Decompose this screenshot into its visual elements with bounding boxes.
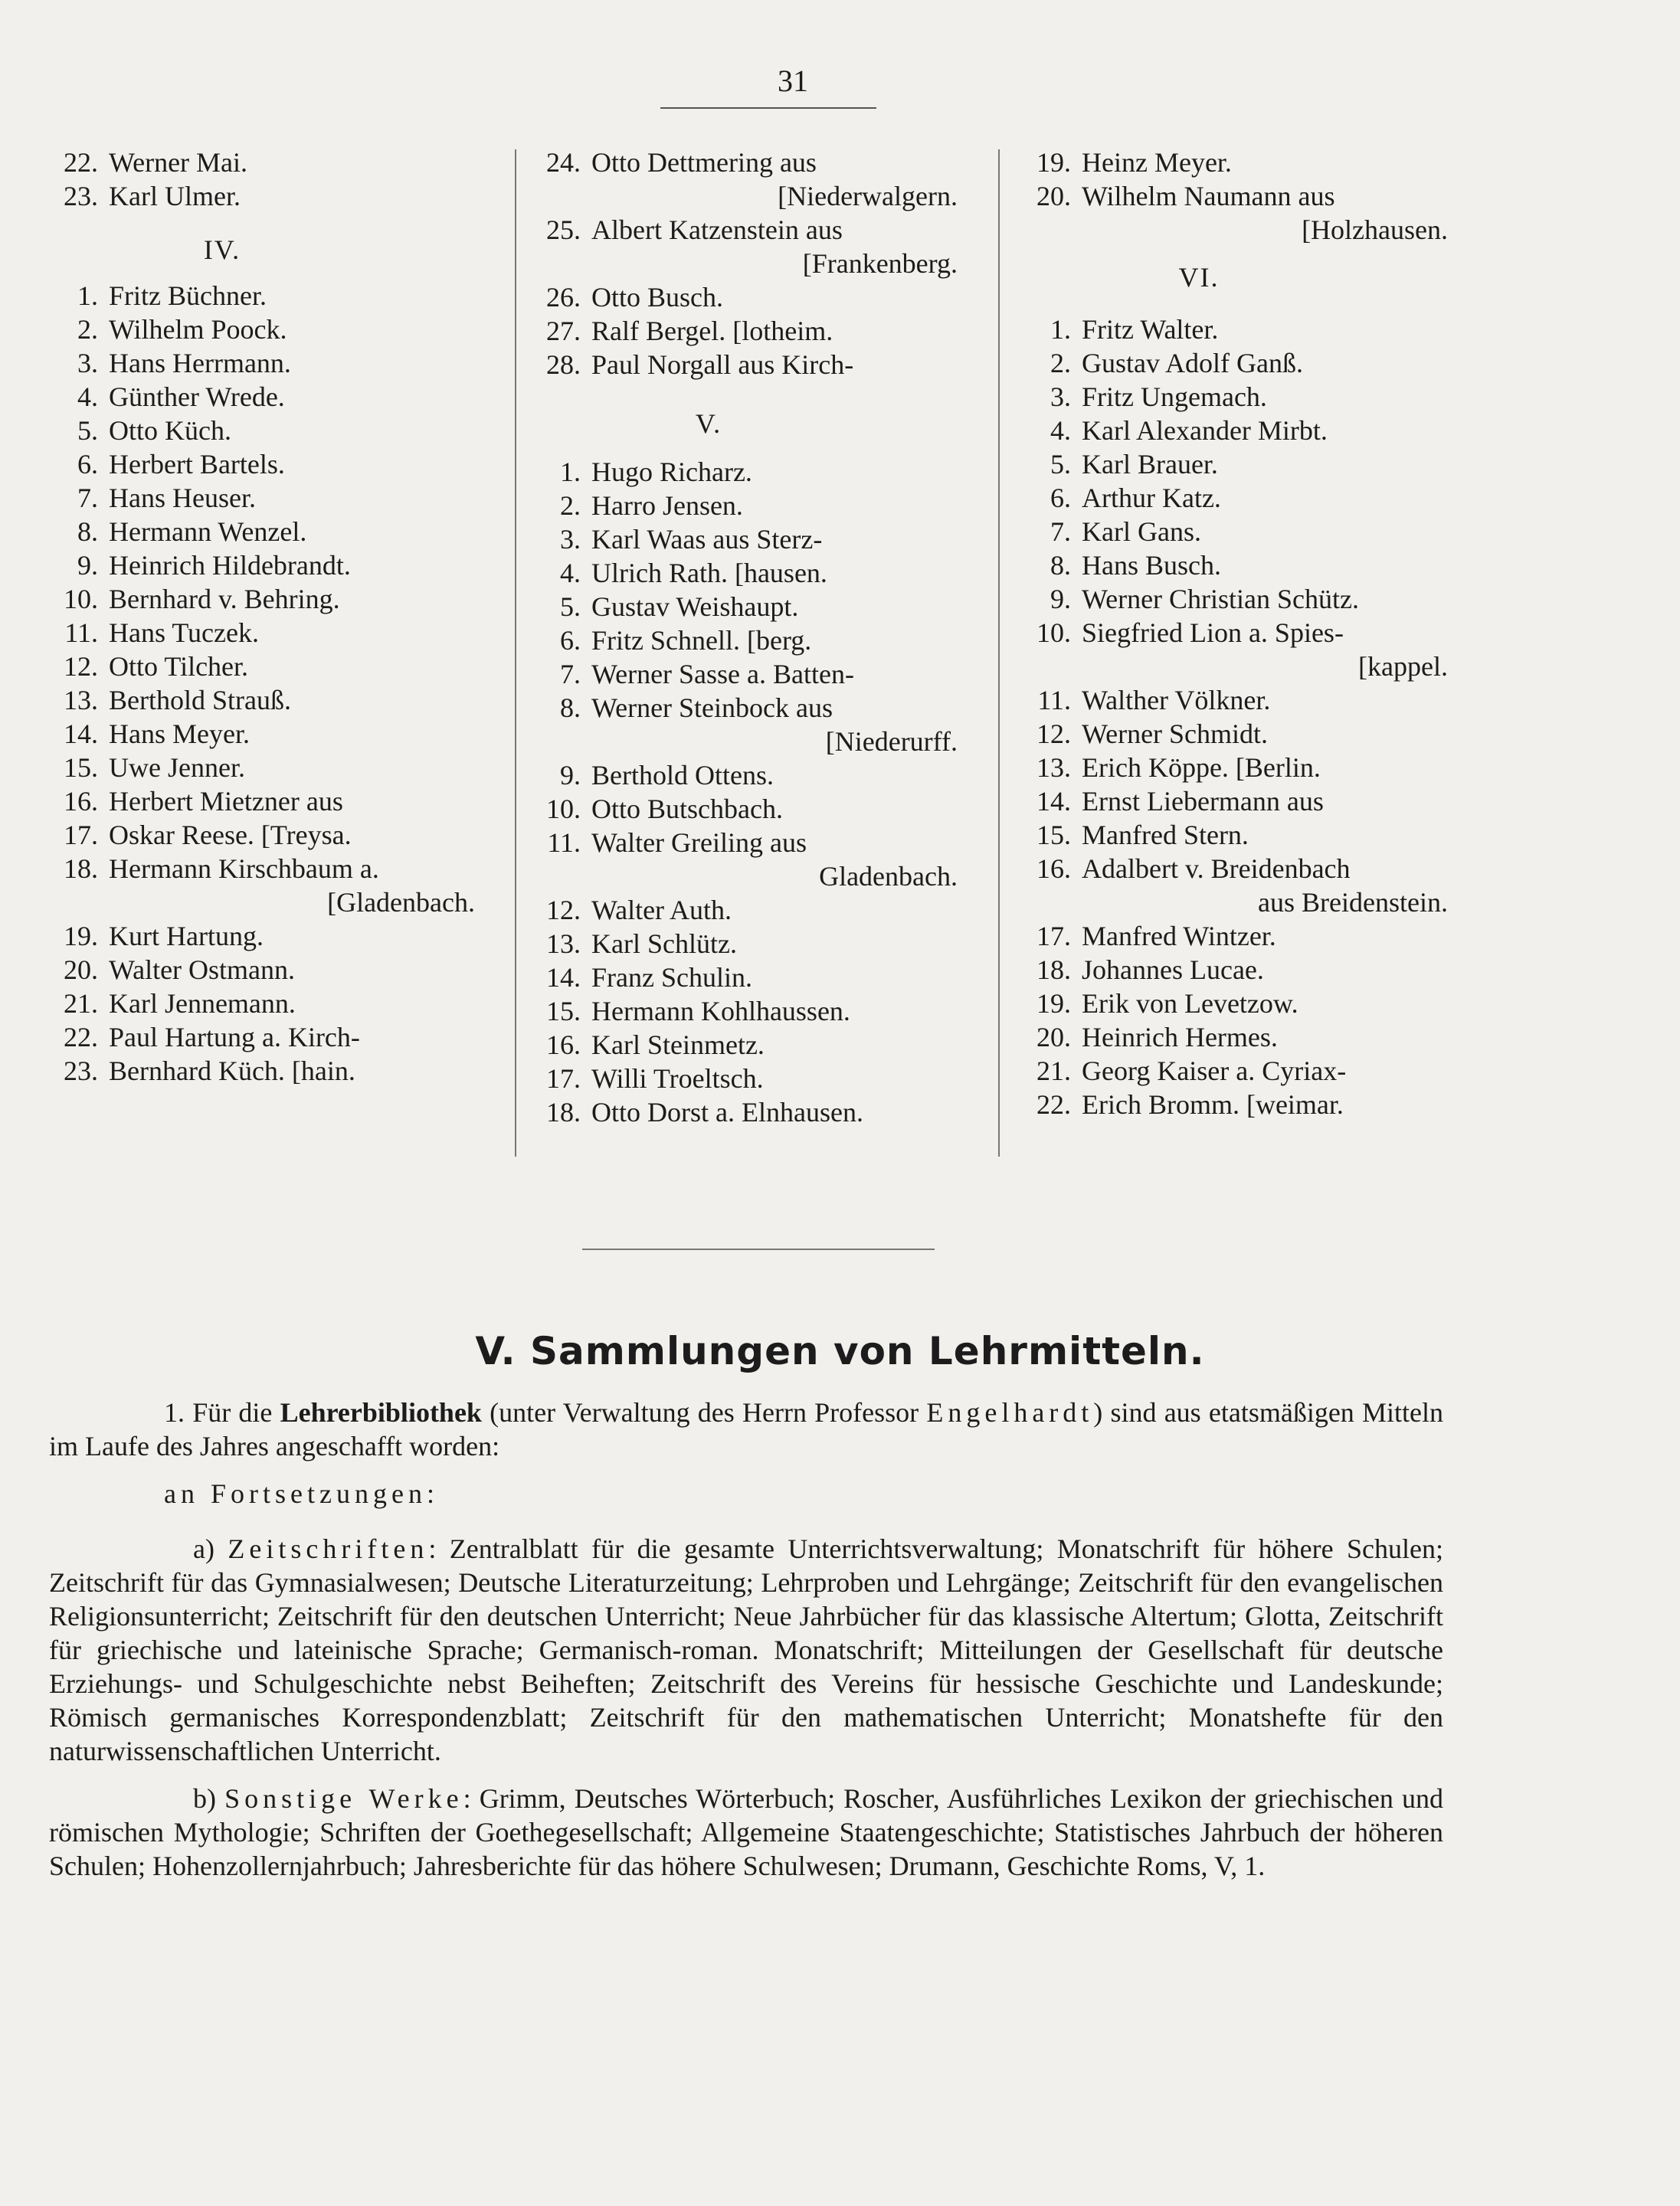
- list-item-name: Hans Tuczek.: [109, 617, 259, 648]
- student-list-column-3: [1027, 146, 1456, 1121]
- list-item-number: 9.: [1050, 584, 1071, 614]
- list-item: [1027, 616, 1456, 650]
- list-item-number: 12.: [546, 895, 581, 925]
- list-item-number: 5.: [1050, 449, 1071, 479]
- list-item-name: Karl Schlütz.: [591, 928, 737, 959]
- list-item: [536, 556, 965, 590]
- list-item-name: Erich Köppe. [Berlin.: [1082, 752, 1321, 783]
- list-item: [1027, 852, 1456, 885]
- list-item-name: Ulrich Rath. [hausen.: [591, 558, 827, 588]
- list-item-number: 20.: [64, 954, 98, 985]
- list-item-name: Karl Waas aus Sterz-: [591, 524, 823, 555]
- list-item-number: 21.: [64, 988, 98, 1019]
- list-item-name: Paul Hartung a. Kirch-: [109, 1022, 360, 1052]
- intro-paragraph: [49, 1396, 1443, 1463]
- list-item: [1027, 1020, 1456, 1054]
- list-item: [1027, 380, 1456, 414]
- list-item: [54, 987, 483, 1020]
- list-item-name: Otto Busch.: [591, 282, 724, 313]
- list-item-number: 1.: [1050, 314, 1071, 345]
- student-list-column-2: [536, 146, 965, 1129]
- paragraph-b: [49, 1782, 1443, 1883]
- section-title: V. Sammlungen von Lehrmitteln.: [475, 1329, 1205, 1373]
- list-item-number: 20.: [1036, 1022, 1071, 1052]
- list-item-name: Hans Busch.: [1082, 550, 1221, 581]
- list-item-number: 10.: [1036, 617, 1071, 648]
- list-item-number: 2.: [1050, 348, 1071, 378]
- list-item-name: Hans Herrmann.: [109, 348, 291, 378]
- list-item: [536, 1062, 965, 1095]
- list-item-name: Franz Schulin.: [591, 962, 752, 993]
- list-item: [536, 455, 965, 489]
- list-item-name: Werner Schmidt.: [1082, 718, 1269, 749]
- list-item-continuation: [Holzhausen.: [1302, 214, 1448, 245]
- list-item-number: 1.: [560, 457, 581, 487]
- list-item-number: 17.: [1036, 921, 1071, 951]
- list-item-continuation: Gladenbach.: [819, 861, 958, 892]
- list-item-number: 11.: [547, 827, 581, 858]
- list-item: [54, 582, 483, 616]
- list-item-number: 7.: [560, 659, 581, 689]
- list-item: [1027, 818, 1456, 852]
- list-item-name: Willi Troeltsch.: [591, 1063, 764, 1094]
- paragraph-b-heading: Sonstige Werke: [224, 1783, 463, 1814]
- list-item-name: Hugo Richarz.: [591, 457, 752, 487]
- library-name: Lehrerbibliothek: [280, 1397, 482, 1428]
- list-item-continuation: [Niederwalgern.: [778, 181, 958, 211]
- list-item: [1027, 481, 1456, 515]
- list-item: [54, 683, 483, 717]
- list-item: [1027, 1054, 1456, 1088]
- list-item-name: Herbert Mietzner aus: [109, 786, 343, 817]
- list-item: [536, 590, 965, 624]
- list-item: [536, 826, 965, 859]
- list-item-number: 1.: [77, 280, 98, 311]
- list-item-number: 13.: [64, 685, 98, 715]
- list-item: [1027, 548, 1456, 582]
- list-item-name: Erik von Levetzow.: [1082, 988, 1298, 1019]
- list-item-number: 4.: [1050, 415, 1071, 446]
- list-item: [54, 179, 483, 213]
- list-item: [1027, 346, 1456, 380]
- list-item: [54, 852, 483, 885]
- list-item-number: 26.: [546, 282, 581, 313]
- list-item-name: Werner Christian Schütz.: [1082, 584, 1360, 614]
- list-item: [1027, 919, 1456, 953]
- list-item-name: Gustav Adolf Ganß.: [1082, 348, 1303, 378]
- list-item-number: 11.: [1037, 685, 1071, 715]
- list-item-name: Paul Norgall aus Kirch-: [591, 349, 854, 380]
- list-item-number: 2.: [560, 490, 581, 521]
- page-number-rule: [660, 107, 876, 109]
- list-item: [1027, 313, 1456, 346]
- list-item-name: Heinrich Hildebrandt.: [109, 550, 351, 581]
- list-item-name: Karl Jennemann.: [109, 988, 296, 1019]
- list-item-name: Fritz Büchner.: [109, 280, 267, 311]
- list-item: [54, 784, 483, 818]
- professor-name: Engelhardt: [926, 1397, 1094, 1428]
- list-item-name: Karl Brauer.: [1082, 449, 1218, 479]
- list-item-name: Otto Tilcher.: [109, 651, 249, 682]
- list-item-number: 8.: [77, 516, 98, 547]
- list-item: [536, 961, 965, 994]
- list-item-number: 19.: [1036, 147, 1071, 178]
- list-item-name: Manfred Stern.: [1082, 820, 1249, 850]
- list-item-name: Hermann Kohlhaussen.: [591, 996, 850, 1026]
- intro-middle: (unter Verwaltung des Herrn Professor: [481, 1397, 927, 1428]
- list-item-name: Fritz Schnell. [berg.: [591, 625, 812, 656]
- list-item-name: Bernhard Küch. [hain.: [109, 1056, 355, 1086]
- list-item-name: Walter Ostmann.: [109, 954, 296, 985]
- intro-prefix: 1. Für die: [164, 1397, 280, 1428]
- list-item: [536, 314, 965, 348]
- column-divider: [998, 149, 1000, 1157]
- list-item: [54, 414, 483, 447]
- list-item-number: 14.: [546, 962, 581, 993]
- paragraph-a: [49, 1532, 1443, 1768]
- list-item-number: 8.: [560, 692, 581, 723]
- list-item-name: Otto Küch.: [109, 415, 231, 446]
- list-item: [1027, 1088, 1456, 1121]
- list-item: [536, 489, 965, 522]
- list-item: [536, 146, 965, 179]
- list-item-number: 12.: [64, 651, 98, 682]
- list-item: [536, 522, 965, 556]
- list-item-number: 18.: [1036, 954, 1071, 985]
- list-item-name: Fritz Ungemach.: [1082, 381, 1267, 412]
- list-item: [1027, 784, 1456, 818]
- list-item-number: 15.: [546, 996, 581, 1026]
- paragraph-b-text: : Grimm, Deutsches Wörterbuch; Roscher, Ausführliches Lexikon der griechischen und römischen Mythologie; Schriften der Goethegesellschaft; Allgemeine Staatengeschichte; Statistisches Jahrbuch der höheren Schulen; Hohenzollernjahrbuch; Jahresberichte für das höhere Schulwesen; Drumann, Geschichte Roms, V, 1.: [49, 1783, 1443, 1881]
- list-item-name: Wilhelm Poock.: [109, 314, 287, 345]
- list-item-number: 25.: [546, 214, 581, 245]
- list-item-name: Arthur Katz.: [1082, 483, 1221, 513]
- list-item-name: Wilhelm Naumann aus: [1082, 181, 1335, 211]
- list-item-name: Hermann Wenzel.: [109, 516, 307, 547]
- list-item: [54, 515, 483, 548]
- list-item-name: Kurt Hartung.: [109, 921, 264, 951]
- section-divider: [582, 1249, 935, 1250]
- subheading: an Fortsetzungen:: [164, 1478, 439, 1509]
- class-heading: IV.: [203, 234, 241, 265]
- list-item: [1027, 987, 1456, 1020]
- list-item-number: 10.: [546, 794, 581, 824]
- list-item-number: 11.: [64, 617, 98, 648]
- list-item: [1027, 146, 1456, 179]
- list-item-name: Karl Steinmetz.: [591, 1029, 765, 1060]
- list-item-name: Berthold Strauß.: [109, 685, 291, 715]
- paragraph-a-label: a): [193, 1533, 228, 1564]
- list-item-number: 3.: [77, 348, 98, 378]
- list-item: [54, 346, 483, 380]
- list-item: [536, 213, 965, 247]
- list-item-name: Fritz Walter.: [1082, 314, 1219, 345]
- list-item: [536, 994, 965, 1028]
- list-item-number: 10.: [64, 584, 98, 614]
- list-item: [54, 818, 483, 852]
- list-item: [1027, 414, 1456, 447]
- list-item: [54, 919, 483, 953]
- list-item: [1027, 751, 1456, 784]
- list-item-number: 18.: [546, 1097, 581, 1128]
- list-item: [536, 893, 965, 927]
- list-item-number: 28.: [546, 349, 581, 380]
- list-item-name: Albert Katzenstein aus: [591, 214, 843, 245]
- section-body: [49, 1396, 1443, 1883]
- list-item-continuation: aus Breidenstein.: [1258, 887, 1448, 918]
- list-item-number: 4.: [77, 381, 98, 412]
- list-item-name: Heinz Meyer.: [1082, 147, 1232, 178]
- list-item: [1027, 953, 1456, 987]
- list-item-number: 13.: [546, 928, 581, 959]
- list-item-number: 3.: [560, 524, 581, 555]
- list-item-number: 6.: [1050, 483, 1071, 513]
- list-item-number: 22.: [1036, 1089, 1071, 1120]
- list-item: [54, 953, 483, 987]
- list-item-name: Werner Mai.: [109, 147, 248, 178]
- list-item-name: Otto Dettmering aus: [591, 147, 817, 178]
- list-item: [54, 1054, 483, 1088]
- list-item-number: 21.: [1036, 1056, 1071, 1086]
- list-item-name: Hans Meyer.: [109, 718, 250, 749]
- list-item-name: Otto Butschbach.: [591, 794, 783, 824]
- list-item-name: Herbert Bartels.: [109, 449, 285, 479]
- list-item-number: 3.: [1050, 381, 1071, 412]
- list-item-name: Ernst Liebermann aus: [1082, 786, 1324, 817]
- list-item-name: Siegfried Lion a. Spies-: [1082, 617, 1344, 648]
- list-item: [536, 348, 965, 381]
- list-item: [54, 380, 483, 414]
- list-item-number: 22.: [64, 1022, 98, 1052]
- list-item-number: 2.: [77, 314, 98, 345]
- list-item: [536, 927, 965, 961]
- list-item: [1027, 683, 1456, 717]
- list-item-number: 23.: [64, 1056, 98, 1086]
- list-item: [536, 1028, 965, 1062]
- list-item-number: 16.: [1036, 853, 1071, 884]
- page-number: 31: [778, 64, 808, 98]
- list-item-number: 19.: [1036, 988, 1071, 1019]
- list-item-number: 6.: [77, 449, 98, 479]
- list-item-name: Karl Alexander Mirbt.: [1082, 415, 1328, 446]
- list-item-name: Berthold Ottens.: [591, 760, 774, 790]
- list-item-number: 16.: [64, 786, 98, 817]
- list-item-name: Bernhard v. Behring.: [109, 584, 340, 614]
- list-item: [536, 691, 965, 725]
- list-item: [54, 717, 483, 751]
- paragraph-b-label: b): [193, 1783, 225, 1814]
- list-item-number: 19.: [64, 921, 98, 951]
- list-item-name: Walther Völkner.: [1082, 685, 1271, 715]
- list-item-number: 22.: [64, 147, 98, 178]
- list-item-continuation: [Gladenbach.: [327, 887, 475, 918]
- class-heading: VI.: [1178, 262, 1220, 293]
- list-item-number: 7.: [77, 483, 98, 513]
- list-item-name: Georg Kaiser a. Cyriax-: [1082, 1056, 1347, 1086]
- list-item-name: Uwe Jenner.: [109, 752, 245, 783]
- list-item-name: Karl Ulmer.: [109, 181, 241, 211]
- list-item: [536, 657, 965, 691]
- list-item: [54, 650, 483, 683]
- list-item-name: Karl Gans.: [1082, 516, 1201, 547]
- list-item-name: Günther Wrede.: [109, 381, 285, 412]
- list-item: [536, 792, 965, 826]
- list-item-number: 20.: [1036, 181, 1071, 211]
- list-item-number: 4.: [560, 558, 581, 588]
- list-item: [536, 624, 965, 657]
- list-item-number: 13.: [1036, 752, 1071, 783]
- list-item-name: Hermann Kirschbaum a.: [109, 853, 379, 884]
- list-item: [1027, 717, 1456, 751]
- class-heading: V.: [695, 408, 722, 439]
- list-item-number: 5.: [77, 415, 98, 446]
- intro-suffix: ) sind aus etatsmäßigen Mitteln im Laufe des Jahres angeschafft worden:: [49, 1397, 1444, 1461]
- list-item-number: 15.: [1036, 820, 1071, 850]
- list-item: [536, 1095, 965, 1129]
- list-item-number: 14.: [64, 718, 98, 749]
- list-item: [1027, 582, 1456, 616]
- list-item-name: Walter Greiling aus: [591, 827, 807, 858]
- paragraph-a-heading: Zeitschriften: [228, 1533, 429, 1564]
- list-item-number: 12.: [1036, 718, 1071, 749]
- list-item-name: Gustav Weishaupt.: [591, 591, 799, 622]
- list-item-number: 23.: [64, 181, 98, 211]
- list-item-number: 6.: [560, 625, 581, 656]
- student-list-column-1: [54, 146, 483, 1088]
- list-item-name: Hans Heuser.: [109, 483, 256, 513]
- list-item: [536, 280, 965, 314]
- list-item: [536, 758, 965, 792]
- list-item-name: Ralf Bergel. [lotheim.: [591, 316, 833, 346]
- list-item-name: Harro Jensen.: [591, 490, 743, 521]
- list-item-name: Erich Bromm. [weimar.: [1082, 1089, 1344, 1120]
- list-item: [1027, 515, 1456, 548]
- list-item-number: 17.: [64, 820, 98, 850]
- list-item-number: 16.: [546, 1029, 581, 1060]
- list-item-number: 14.: [1036, 786, 1071, 817]
- column-divider: [515, 149, 516, 1157]
- list-item-number: 17.: [546, 1063, 581, 1094]
- list-item: [54, 313, 483, 346]
- list-item: [54, 616, 483, 650]
- list-item: [54, 481, 483, 515]
- list-item-name: Oskar Reese. [Treysa.: [109, 820, 352, 850]
- list-item: [54, 279, 483, 313]
- list-item-name: Werner Sasse a. Batten-: [591, 659, 854, 689]
- list-item-number: 9.: [77, 550, 98, 581]
- list-item-continuation: [Niederurff.: [825, 726, 958, 757]
- list-item-name: Adalbert v. Breidenbach: [1082, 853, 1351, 884]
- list-item: [54, 751, 483, 784]
- list-item-name: Manfred Wintzer.: [1082, 921, 1276, 951]
- list-item-number: 7.: [1050, 516, 1071, 547]
- list-item: [1027, 179, 1456, 213]
- list-item-name: Otto Dorst a. Elnhausen.: [591, 1097, 863, 1128]
- list-item: [54, 146, 483, 179]
- list-item-name: Werner Steinbock aus: [591, 692, 833, 723]
- paragraph-a-text: : Zentralblatt für die gesamte Unterrichtsverwaltung; Monatschrift für höhere Schulen; Zeitschrift für das Gymnasialwesen; Deutsche Literaturzeitung; Lehrproben und Lehrgänge; Zeitschrift für den evangelischen Religionsunterricht; Zeitschrift für den deutschen Unterricht; Neue Jahrbücher für das klassische Altertum; Glotta, Zeitschrift für griechische und lateinische Sprache; Germanisch-roman. Monatschrift; Mitteilungen der Gesellschaft für deutsche Erziehungs- und Schulgeschichte nebst Beiheften; Zeitschrift des Vereins für hessische Geschichte und Landeskunde; Römisch germanisches Korrespondenzblatt; Zeitschrift für den mathematischen Unterricht; Monatshefte für den naturwissenschaftlichen Unterricht.: [49, 1533, 1443, 1766]
- list-item-number: 27.: [546, 316, 581, 346]
- list-item-name: Heinrich Hermes.: [1082, 1022, 1278, 1052]
- list-item-number: 8.: [1050, 550, 1071, 581]
- list-item-number: 18.: [64, 853, 98, 884]
- list-item-number: 24.: [546, 147, 581, 178]
- list-item-number: 9.: [560, 760, 581, 790]
- list-item-continuation: [kappel.: [1358, 651, 1448, 682]
- list-item: [54, 548, 483, 582]
- list-item: [54, 447, 483, 481]
- list-item-name: Johannes Lucae.: [1082, 954, 1264, 985]
- list-item-number: 5.: [560, 591, 581, 622]
- list-item-number: 15.: [64, 752, 98, 783]
- list-item: [54, 1020, 483, 1054]
- list-item: [1027, 447, 1456, 481]
- list-item-continuation: [Frankenberg.: [802, 248, 958, 279]
- list-item-name: Walter Auth.: [591, 895, 732, 925]
